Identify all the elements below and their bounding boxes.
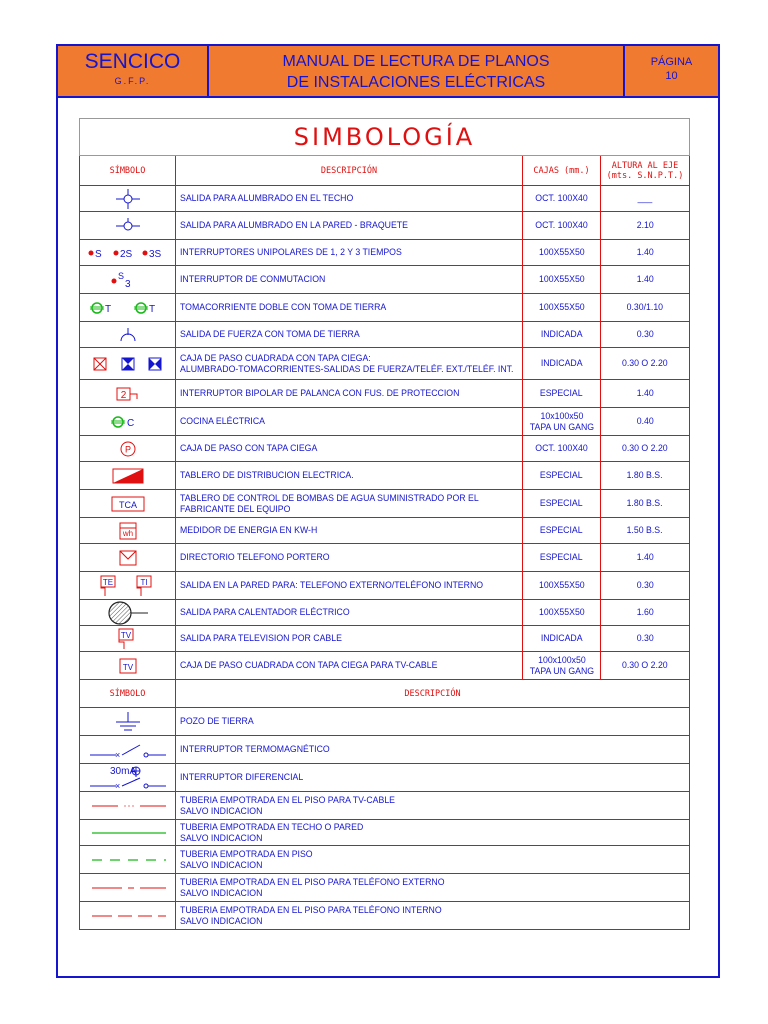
boxes-cell <box>523 626 601 651</box>
boxes-cell <box>523 212 601 239</box>
height-cell <box>601 266 689 293</box>
table-row <box>80 874 689 902</box>
boxes-cell <box>523 408 601 435</box>
cable-tv-outlet-icon <box>80 626 176 651</box>
height-cell <box>601 626 689 651</box>
document-title: SIMBOLOGÍA <box>293 123 476 151</box>
telephone-outlet-icon <box>80 572 176 599</box>
boxes-cell <box>523 572 601 599</box>
boxes-text: ESPECIAL <box>540 552 583 563</box>
table-row <box>80 626 689 652</box>
table-row <box>80 408 689 436</box>
description-text: TOMACORRIENTE DOBLE CON TOMA DE TIERRA <box>180 302 387 313</box>
height-text: 2.10 <box>636 220 654 231</box>
organization-cell <box>58 46 209 96</box>
description-text: INTERRUPTOR DE CONMUTACION <box>180 274 326 285</box>
grounded-double-outlet-icon <box>80 294 176 321</box>
height-text: 0.30 O 2.20 <box>622 358 668 369</box>
distribution-panel-icon <box>80 462 176 489</box>
description-cell <box>176 240 523 265</box>
table-row <box>80 764 689 792</box>
table-row <box>80 572 689 600</box>
description-text: CAJA DE PASO CUADRADA CON TAPA CIEGA PARA TV-CABLE <box>180 660 438 671</box>
height-text: 1.40 <box>636 247 654 258</box>
boxes-text: 100X55X50 <box>538 274 585 285</box>
description-text: TUBERIA EMPOTRADA EN PISO <box>180 848 313 860</box>
single-pole-switches-icon <box>80 240 176 265</box>
boxes-text: ESPECIAL <box>540 388 583 399</box>
floor-conduit-ext-phone-line-icon <box>80 874 176 901</box>
organization-name: SENCICO <box>84 50 181 73</box>
boxes-cell <box>523 544 601 571</box>
description-text: SALIDA PARA CALENTADOR ELÉCTRICO <box>180 607 350 618</box>
wall-light-outlet-icon <box>80 212 176 239</box>
table-row <box>80 518 689 544</box>
description-text: SALVO INDICACION <box>180 832 263 844</box>
description-text: INTERRUPTORES UNIPOLARES DE 1, 2 Y 3 TIEMPOS <box>180 247 402 258</box>
boxes-cell <box>523 518 601 543</box>
boxes-text: 100x100x50 <box>537 654 586 666</box>
height-cell <box>601 212 689 239</box>
boxes-cell <box>523 380 601 407</box>
description-cell <box>176 792 689 819</box>
description-text: SALIDA PARA TELEVISION POR CABLE <box>180 633 342 644</box>
height-cell <box>601 600 689 625</box>
symbol-label: TV <box>120 630 131 640</box>
symbol-label: P <box>124 444 131 454</box>
height-text: 0.30/1.10 <box>626 302 664 313</box>
boxes-cell <box>523 436 601 461</box>
electric-stove-icon <box>80 408 176 435</box>
table-row <box>80 736 689 764</box>
description-text: COCINA ELÉCTRICA <box>180 416 265 427</box>
header-cell-height <box>601 156 689 185</box>
header-height-line1: ALTURA AL EJE <box>611 160 679 171</box>
description-text: SALIDA PARA ALUMBRADO EN EL TECHO <box>180 193 354 204</box>
table-row <box>80 240 689 266</box>
boxes-text: 100X55X50 <box>538 247 585 258</box>
header-cell-boxes <box>523 156 601 185</box>
boxes-text: INDICADA <box>540 329 583 340</box>
height-text: 1.80 B.S. <box>627 470 663 481</box>
header2-cell-description <box>176 680 689 707</box>
description-text: SALVO INDICACION <box>180 915 263 927</box>
height-text: 0.30 <box>636 329 654 340</box>
page-number-cell <box>625 46 718 96</box>
symbol-label: TE <box>102 577 113 587</box>
table-row <box>80 462 689 490</box>
description-cell <box>176 348 523 379</box>
page-number: 10 <box>665 70 678 82</box>
header2-symbol: SÍMBOLO <box>109 688 146 699</box>
description-cell <box>176 322 523 347</box>
description-text: CAJA DE PASO CUADRADA CON TAPA CIEGA: <box>180 352 371 364</box>
description-cell <box>176 544 523 571</box>
table-row <box>80 846 689 874</box>
table-row <box>80 348 689 380</box>
boxes-cell <box>523 266 601 293</box>
floor-conduit-tv-line-icon <box>80 792 176 819</box>
description-text: TUBERIA EMPOTRADA EN EL PISO PARA TELÉFONO EXTERNO <box>180 876 445 888</box>
boxes-cell <box>523 490 601 517</box>
table-row <box>80 186 689 212</box>
description-cell <box>176 294 523 321</box>
water-heater-outlet-icon <box>80 600 176 625</box>
table-row <box>80 820 689 846</box>
height-text: 0.40 <box>636 416 654 427</box>
header2-cell-symbol <box>80 680 176 707</box>
symbology-table <box>79 156 690 930</box>
height-text: 1.40 <box>636 388 654 399</box>
description-cell <box>176 736 689 763</box>
description-text: TUBERIA EMPOTRADA EN EL PISO PARA TV-CABLE <box>180 794 396 806</box>
floor-conduit-line-icon <box>80 846 176 873</box>
table-row <box>80 544 689 572</box>
symbol-label: S <box>117 270 124 281</box>
description-text: SALIDA DE FUERZA CON TOMA DE TIERRA <box>180 329 360 340</box>
boxes-cell <box>523 600 601 625</box>
ground-well-icon <box>80 708 176 735</box>
height-cell <box>601 572 689 599</box>
table-row <box>80 652 689 680</box>
symbol-label: 3 <box>124 278 131 290</box>
symbol-label: wh <box>122 528 133 538</box>
description-text: MEDIDOR DE ENERGIA EN KW-H <box>180 525 318 536</box>
height-text: 1.40 <box>636 274 654 285</box>
boxes-text: 10x100x50 <box>540 410 583 422</box>
description-cell <box>176 490 523 517</box>
symbol-label: T <box>104 303 111 315</box>
table-row <box>80 322 689 348</box>
description-text: FABRICANTE DEL EQUIPO <box>180 503 291 515</box>
symbol-label: T <box>148 303 155 315</box>
symbol-label: 3S <box>148 248 161 260</box>
height-text: 1.40 <box>636 552 654 563</box>
symbol-label: C <box>126 417 134 429</box>
height-cell <box>601 348 689 379</box>
ceiling-wall-conduit-line-icon <box>80 820 176 845</box>
description-cell <box>176 212 523 239</box>
table-row <box>80 708 689 736</box>
height-cell <box>601 518 689 543</box>
description-text: TUBERIA EMPOTRADA EN EL PISO PARA TELÉFONO INTERNO <box>180 904 442 916</box>
energy-meter-icon <box>80 518 176 543</box>
height-text: 1.80 B.S. <box>627 498 663 509</box>
boxes-cell <box>523 294 601 321</box>
header-cell-symbol <box>80 156 176 185</box>
title-box <box>79 118 690 156</box>
table-row <box>80 436 689 462</box>
description-text: SALIDA EN LA PARED PARA: TELEFONO EXTERNO/TELÉFONO INTERNO <box>180 580 484 591</box>
description-cell <box>176 186 523 211</box>
height-cell <box>601 380 689 407</box>
differential-breaker-icon <box>80 764 176 791</box>
description-text: SALVO INDICACION <box>180 805 263 817</box>
table-row <box>80 266 689 294</box>
description-text: INTERRUPTOR BIPOLAR DE PALANCA CON FUS. DE PROTECCION <box>180 388 460 399</box>
pump-control-panel-icon <box>80 490 176 517</box>
description-cell <box>176 902 689 929</box>
header-cell-description <box>176 156 523 185</box>
description-text: INTERRUPTOR TERMOMAGNÉTICO <box>180 744 330 755</box>
svg-text:×: × <box>114 749 120 760</box>
svg-text:×: × <box>114 780 120 791</box>
page-label: PÁGINA <box>650 56 693 68</box>
height-text: 0.30 <box>636 633 654 644</box>
description-cell <box>176 626 523 651</box>
table-row <box>80 490 689 518</box>
description-cell <box>176 436 523 461</box>
description-text: SALVO INDICACION <box>180 859 263 871</box>
boxes-text: OCT. 100X40 <box>535 220 588 231</box>
manual-title-cell <box>209 46 625 96</box>
description-cell <box>176 708 689 735</box>
organization-subtitle: G.F.P. <box>114 76 151 86</box>
boxes-text: 100X55X50 <box>538 607 585 618</box>
symbol-label: 2S <box>119 248 132 260</box>
symbol-label: TI <box>139 577 148 587</box>
description-cell <box>176 266 523 293</box>
boxes-text: OCT. 100X40 <box>535 443 588 454</box>
door-intercom-icon <box>80 544 176 571</box>
table-row <box>80 212 689 240</box>
height-cell <box>601 408 689 435</box>
header-description: DESCRIPCIÓN <box>320 165 378 176</box>
table-row <box>80 294 689 322</box>
blind-cover-box-icon <box>80 436 176 461</box>
boxes-cell <box>523 348 601 379</box>
description-text: TUBERIA EMPOTRADA EN TECHO O PARED <box>180 821 364 833</box>
height-text: 0.30 <box>636 580 654 591</box>
boxes-cell <box>523 652 601 679</box>
boxes-text: ESPECIAL <box>540 498 583 509</box>
boxes-cell <box>523 240 601 265</box>
table2-body <box>80 708 689 930</box>
description-cell <box>176 764 689 791</box>
boxes-text: 100X55X50 <box>538 302 585 313</box>
header-height-line2: (mts. S.N.P.T.) <box>606 170 684 181</box>
description-cell <box>176 874 689 901</box>
height-cell <box>601 652 689 679</box>
floor-conduit-int-phone-line-icon <box>80 902 176 929</box>
boxes-text: ESPECIAL <box>540 470 583 481</box>
height-text: 0.30 O 2.20 <box>622 660 668 671</box>
description-cell <box>176 846 689 873</box>
description-cell <box>176 518 523 543</box>
boxes-text: INDICADA <box>540 633 583 644</box>
description-cell <box>176 408 523 435</box>
height-cell <box>601 322 689 347</box>
boxes-text: ESPECIAL <box>540 525 583 536</box>
table-row <box>80 792 689 820</box>
description-text: POZO DE TIERRA <box>180 716 254 727</box>
boxes-text: OCT. 100X40 <box>535 193 588 204</box>
boxes-text: 100X55X50 <box>538 580 585 591</box>
symbol-label: TV <box>122 662 133 672</box>
boxes-text: TAPA UN GANG <box>529 421 594 433</box>
description-cell <box>176 820 689 845</box>
description-cell <box>176 572 523 599</box>
description-text: DIRECTORIO TELEFONO PORTERO <box>180 552 330 563</box>
description-cell <box>176 462 523 489</box>
height-text: 1.50 B.S. <box>627 525 663 536</box>
boxes-cell <box>523 462 601 489</box>
height-text: 0.30 O 2.20 <box>622 443 668 454</box>
symbol-label: 30mA <box>109 765 136 777</box>
table1-header-row <box>80 156 689 186</box>
height-text: ___ <box>637 193 653 204</box>
header-symbol: SÍMBOLO <box>109 165 146 176</box>
height-cell <box>601 294 689 321</box>
tv-junction-box-icon <box>80 652 176 679</box>
manual-title-line2: DE INSTALACIONES ELÉCTRICAS <box>286 74 546 91</box>
symbol-label: 2 <box>120 389 126 401</box>
height-cell <box>601 436 689 461</box>
bipolar-lever-switch-icon <box>80 380 176 407</box>
height-cell <box>601 544 689 571</box>
table-row <box>80 380 689 408</box>
description-text: TABLERO DE CONTROL DE BOMBAS DE AGUA SUMINISTRADO POR EL <box>180 492 479 504</box>
square-junction-box-icon <box>80 348 176 379</box>
ceiling-light-outlet-icon <box>80 186 176 211</box>
table-row <box>80 902 689 930</box>
table1-body <box>80 186 689 680</box>
boxes-cell <box>523 186 601 211</box>
manual-title-line1: MANUAL DE LECTURA DE PLANOS <box>282 53 550 70</box>
header-boxes: CAJAS (mm.) <box>533 165 590 176</box>
page-header <box>58 46 718 98</box>
description-cell <box>176 600 523 625</box>
height-cell <box>601 490 689 517</box>
description-text: INTERRUPTOR DIFERENCIAL <box>180 772 304 783</box>
symbol-label: S <box>94 248 102 260</box>
description-text: ALUMBRADO-TOMACORRIENTES-SALIDAS DE FUERZA/TELÉF. EXT./TELÉF. INT. <box>180 363 514 375</box>
boxes-text: INDICADA <box>540 358 583 369</box>
header2-description: DESCRIPCIÓN <box>404 688 461 699</box>
description-text: SALVO INDICACION <box>180 887 263 899</box>
power-outlet-ground-icon <box>80 322 176 347</box>
boxes-cell <box>523 322 601 347</box>
table2-header-row <box>80 680 689 708</box>
description-text: TABLERO DE DISTRIBUCION ELECTRICA. <box>180 470 354 481</box>
boxes-text: TAPA UN GANG <box>529 665 594 677</box>
thermomagnetic-breaker-icon <box>80 736 176 763</box>
symbol-label: TCA <box>118 499 137 510</box>
description-text: CAJA DE PASO CON TAPA CIEGA <box>180 443 318 454</box>
table-row <box>80 600 689 626</box>
description-cell <box>176 652 523 679</box>
three-way-switch-icon <box>80 266 176 293</box>
description-text: SALIDA PARA ALUMBRADO EN LA PARED - BRAQUETE <box>180 220 408 231</box>
height-cell <box>601 462 689 489</box>
description-cell <box>176 380 523 407</box>
height-text: 1.60 <box>636 607 654 618</box>
height-cell <box>601 240 689 265</box>
height-cell <box>601 186 689 211</box>
